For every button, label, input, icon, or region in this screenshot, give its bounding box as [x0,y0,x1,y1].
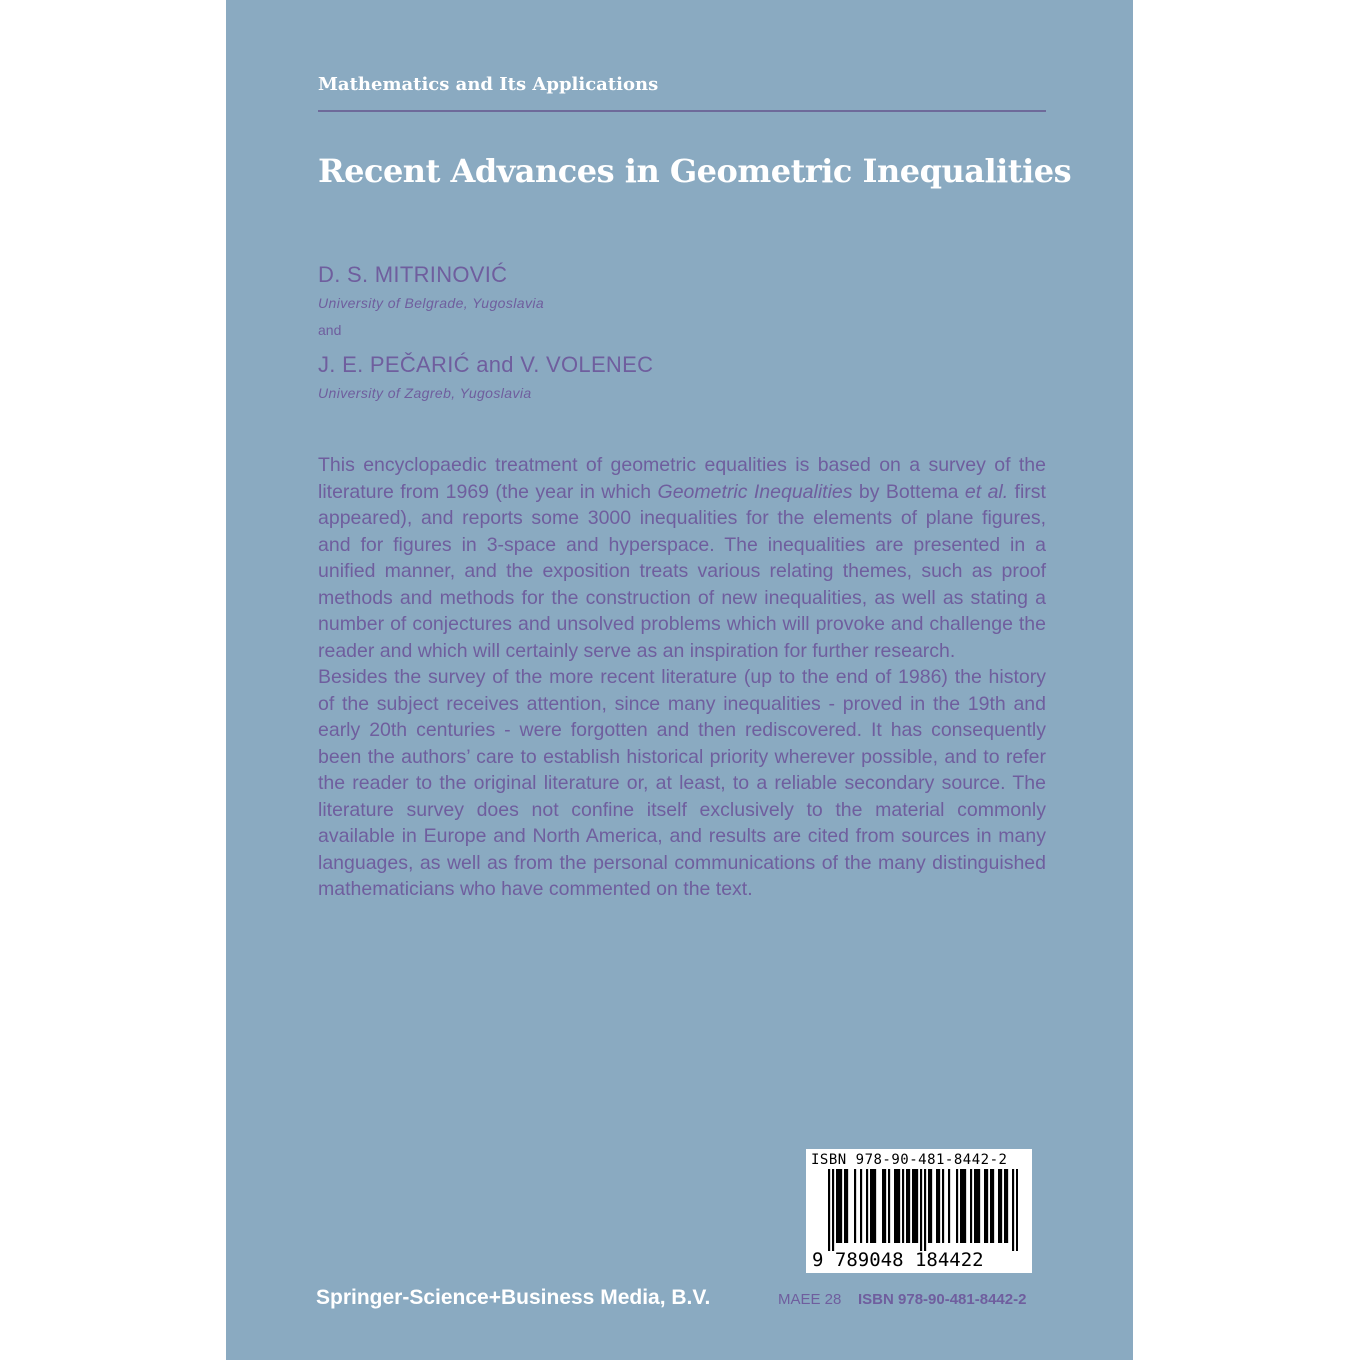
barcode-bar [894,1169,896,1243]
barcode-bar [1016,1169,1018,1251]
barcode-bar [942,1169,944,1243]
barcode-bar [866,1169,868,1243]
barcode-bar [884,1169,886,1243]
barcode-bar [844,1169,846,1243]
barcode-bar [976,1169,978,1243]
book-reference: Geometric Inequalities [657,480,853,503]
barcode-box [806,1149,1032,1273]
barcode-bar [902,1169,904,1243]
blurb-text: first appeared), and reports some 3000 inequalities for the elements of plane figures, and for figures in 3-space and hyperspace. The inequalities are presented in a unified manner, and the exposition treats various relating themes, such as proof methods and methods for the construction of new inequalities, as well as stating a number of conjectures and unsolved problems which will provoke and challenge the reader and which will certainly serve as an inspiration for further research. [318,480,1046,662]
author-2-affiliation: University of Zagreb, Yugoslavia [318,385,532,401]
barcode-bar [914,1169,916,1243]
barcode-digits: 9 789048 184422 [812,1249,984,1271]
barcode-bar [970,1169,972,1243]
series-title: Mathematics and Its Applications [318,74,659,95]
barcode-bar [836,1169,838,1243]
barcode-bar [1006,1169,1008,1243]
barcode-bar [896,1169,898,1243]
blurb-paragraph-2: Besides the survey of the more recent literature (up to the end of 1986) the history of the subject receives attention, since many inequalities - proved in the 19th and early 20th centuries - were forgotten and then rediscovered. It has consequently been the authors’ care to establish historical priority wherever possible, and to refer the reader to the original literature or, at least, to a reliable secondary source. The literature survey does not confine itself exclusively to the material commonly available in Europe and North America, and results are cited from sources in many languages, as well as from the personal communications of the many distinguished mathematicians who have commented on the text. [318,666,1046,900]
barcode-bar [898,1169,900,1243]
barcode-bar [912,1169,914,1243]
barcode-bar [930,1169,932,1243]
barcode-icon [828,1169,1018,1251]
et-al: et al. [964,480,1009,503]
barcode-bar [882,1169,884,1243]
barcode-bar [860,1169,862,1243]
author-1: D. S. MITRINOVIĆ [318,262,508,287]
barcode-bar [984,1169,986,1243]
blurb-text: This encyclopaedic treatment of geometric equalities is based on a survey of the literature from 1969 (the year in which [318,454,1046,503]
barcode-bar [978,1169,980,1243]
barcode-bar [888,1169,890,1243]
barcode-bar [916,1169,918,1243]
author-2: J. E. PEČARIĆ and V. VOLENEC [318,352,654,377]
barcode-bar [854,1169,856,1243]
barcode-bar [956,1169,958,1243]
barcode-bar [974,1169,976,1243]
barcode-bar [948,1169,950,1243]
barcode-bar [1012,1169,1014,1251]
author-1-affiliation: University of Belgrade, Yugoslavia [318,295,545,311]
barcode-bar [920,1169,922,1251]
barcode-bar [838,1169,840,1243]
barcode-bar [874,1169,876,1243]
barcode-bar [992,1169,994,1243]
barcode-bar [1000,1169,1002,1243]
isbn: ISBN 978-90-481-8442-2 [858,1291,1027,1308]
book-back-cover [226,0,1133,1360]
barcode-bar [928,1169,930,1243]
barcode-bar [986,1169,988,1243]
barcode-bar [908,1169,910,1243]
barcode-bar [906,1169,908,1243]
barcode-bar [846,1169,848,1243]
barcode-bar [872,1169,874,1243]
barcode-bar [924,1169,926,1251]
barcode-isbn-label: ISBN 978-90-481-8442-2 [811,1152,1008,1168]
publisher: Springer-Science+Business Media, B.V. [316,1286,711,1309]
header-rule [318,110,1046,112]
barcode-bar [870,1169,872,1243]
barcode-bar [840,1169,842,1243]
author-conjunction: and [318,322,342,338]
barcode-bar [998,1169,1000,1243]
barcode-bar [938,1169,940,1243]
blurb [318,452,1046,903]
blurb-text: by Bottema [852,480,965,503]
barcode-bar [962,1169,964,1243]
barcode-bar [964,1169,966,1243]
series-code: MAEE 28 [778,1291,842,1308]
blurb-paragraph-1 [318,452,1046,664]
barcode-bar [828,1169,830,1251]
book-title: Recent Advances in Geometric Inequalities [318,152,1072,190]
barcode-bar [990,1169,992,1243]
barcode-bar [936,1169,938,1243]
barcode-bar [1004,1169,1006,1243]
barcode-bar [832,1169,834,1251]
barcode-bar [960,1169,962,1243]
